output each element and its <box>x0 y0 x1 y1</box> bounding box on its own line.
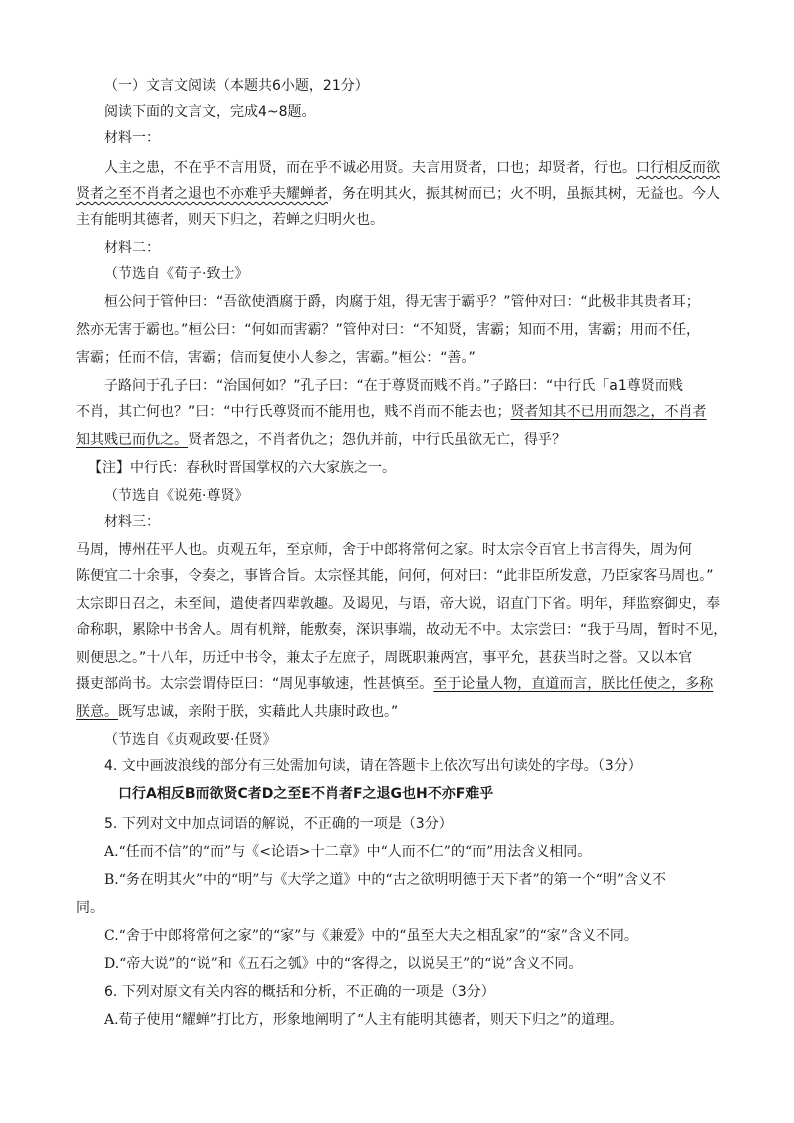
material-one-line-2 <box>76 184 720 204</box>
material-three-label: 材料三： <box>104 514 160 530</box>
underlined-sentence: 至于论量人物，直道而言，朕比任使之，多称 <box>433 676 714 692</box>
material-one-line-1 <box>104 158 720 178</box>
material-two-p1-line-2: 然亦无害于霸也。”桓公曰：“何如而害霸？”管仲对曰：“不知贤，害霸；知而不用，害霸；用而不任， <box>76 322 701 338</box>
material-three-text: 既写忠诚，亲附于朕，实藉此人共康时政也。” <box>118 704 399 720</box>
question-5-option-c: C.“舍于中郎将常何之家”的“家”与《兼爱》中的“虽至大夫之相乱家”的“家”含义不同。 <box>104 928 638 944</box>
question-5-option-a: A.“任而不信”的“而”与《<论语>十二章》中“人而不仁”的“而”用法含义相同。 <box>104 844 592 860</box>
material-three-line-2: 陈便宜二十余事，令奏之，事皆合旨。太宗怪其能，问何，何对曰：“此非臣所发意，乃臣家客马周也。” <box>76 568 714 584</box>
question-5-option-d: D.“帝大说”的“说”和《五石之瓠》中的“客得之，以说吴王”的“说”含义不同。 <box>104 956 583 972</box>
material-three-text: 摄吏部尚书。太宗尝谓侍臣曰：“周见事敏速，性甚慎至。 <box>76 676 434 692</box>
material-one-label: 材料一： <box>104 130 160 146</box>
material-two-p2-line-3 <box>76 430 566 450</box>
question-5-option-b: B.“务在明其火”中的“明”与《大学之道》中的“古之欲明明德于天下者”的第一个“明”含义不 <box>104 872 666 888</box>
material-one-source: （节选自《荀子·致士》 <box>104 266 249 282</box>
material-one-text: 人主之患，不在乎不言用贤，而在乎不诚必用贤。夫言用贤者，口也；却贤者，行也。 <box>104 160 636 176</box>
wavy-line-segment: 口行相反而欲 <box>636 160 720 176</box>
question-5-stem: 5. 下列对文中加点词语的解说，不正确的一项是（3分） <box>104 816 453 832</box>
material-two-label: 材料二： <box>104 240 160 256</box>
material-one-text: ，务在明其火，振其树而已；火不明，虽振其树，无益也。今人 <box>328 186 720 202</box>
material-three-line-6 <box>76 674 713 694</box>
material-three-line-3: 太宗即日召之，未至间，遣使者四辈敦趣。及谒见，与语，帝大说，诏直门下省。明年，拜监察御史，奉 <box>76 596 720 612</box>
question-4-stem: 4. 文中画波浪线的部分有三处需加句读，请在答题卡上依次写出句读处的字母。（3分） <box>104 758 642 774</box>
material-one-line-3: 主有能明其德者，则天下归之，若蝉之归明火也。 <box>76 212 384 228</box>
question-5-option-b-cont: 同。 <box>76 900 104 916</box>
annotation-note: 【注】中行氏：春秋时晋国掌权的六大家族之一。 <box>88 460 396 476</box>
material-three-line-4: 命称职，累除中书舍人。周有机辩，能敷奏，深识事端，故动无不中。太宗尝曰：“我于马周，暂时不见， <box>76 622 728 638</box>
material-three-line-7 <box>76 702 398 722</box>
material-two-p1-line-1: 桓公问于管仲曰：“吾欲使酒腐于爵，肉腐于俎，得无害于霸乎？”管仲对曰：“此极非其贵者耳； <box>104 294 700 310</box>
reading-instruction: 阅读下面的文言文，完成4~8题。 <box>104 104 316 120</box>
material-three-source: （节选自《贞观政要·任贤》 <box>104 732 277 748</box>
question-6-option-a: A.荀子使用“耀蝉”打比方，形象地阐明了“人主有能明其德者，则天下归之”的道理。 <box>104 1012 624 1028</box>
material-two-text: 不肖，其亡何也？”曰：“中行氏尊贤而不能用也，贱不肖而不能去也； <box>76 404 511 420</box>
underlined-sentence: 朕意。 <box>76 704 118 720</box>
section-heading: （一）文言文阅读（本题共6小题，21分） <box>104 78 369 94</box>
underlined-sentence: 贤者知其不已用而怨之，不肖者 <box>510 404 707 420</box>
material-two-source: （节选自《说苑·尊贤》 <box>104 488 249 504</box>
material-two-text: 贤者怨之，不肖者仇之；怨仇并前，中行氏虽欲无亡，得乎？ <box>188 432 566 448</box>
material-two-p1-line-3: 害霸；任而不信，害霸；信而复使小人参之，害霸。”桓公：“善。” <box>76 350 476 366</box>
material-three-line-1: 马周，博州茌平人也。贞观五年，至京师，舍于中郎将常何之家。时太宗令百官上书言得失，周为何 <box>76 542 692 558</box>
wavy-line-segment: 贤者之至不肖者之退也不亦难乎夫耀蝉者 <box>76 186 328 202</box>
material-two-p2-line-2 <box>76 402 707 422</box>
material-two-p2-line-1: 子路问于孔子曰：“治国何如？”孔子曰：“在于尊贤而贱不肖。”子路曰：“中行氏「a1尊贤而贱 <box>104 378 683 394</box>
question-4-options: 口行A相反B而欲贤C者D之至E不肖者F之退G也H不亦F难乎 <box>118 786 494 802</box>
underlined-sentence: 知其贱已而仇之。 <box>76 432 188 448</box>
material-three-line-5: 则便思之。”十八年，历迁中书令，兼太子左庶子，周既职兼两宫，事平允，甚获当时之誉。又以本官 <box>76 650 693 666</box>
question-6-stem: 6. 下列对原文有关内容的概括和分析，不正确的一项是（3分） <box>104 984 495 1000</box>
